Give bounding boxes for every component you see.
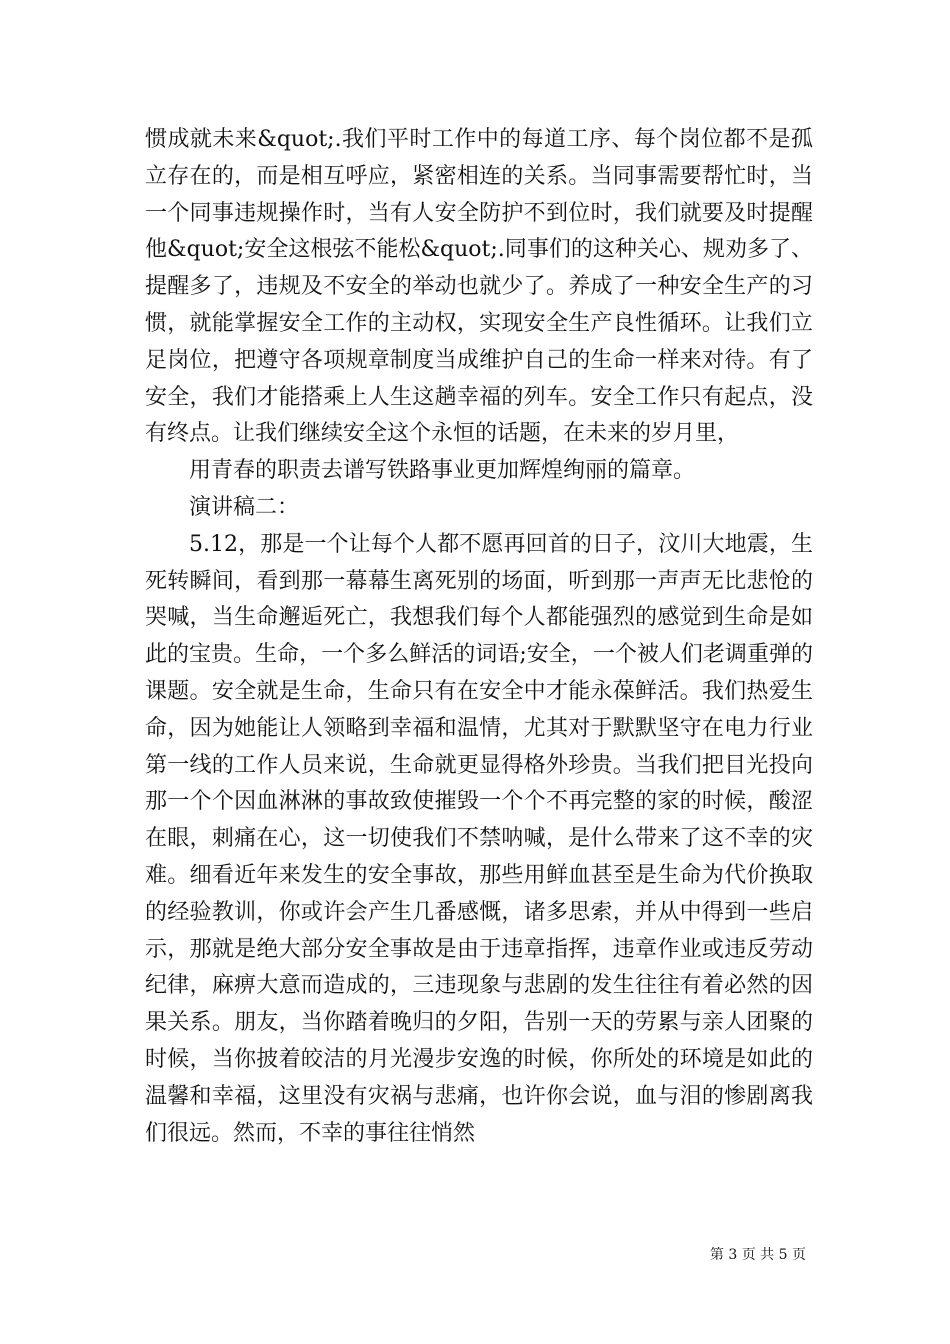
body-text xyxy=(145,122,813,1152)
page-number-footer: 第 3 页 共 5 页 xyxy=(709,1247,806,1263)
paragraph-continued: 惯成就未来&quot;.我们平时工作中的每道工序、每个岗位都不是孤立存在的，而是相互呼应，紧密相连的关系。当同事需要帮忙时，当一个同事违规操作时，当有人安全防护不到位时，我们就要及时提醒他&quot;安全这根弦不能松&quot;.同事们的这种关心、规劝多了、提醒多了，违规及不安全的举动也就少了。养成了一种安全生产的习惯，就能掌握安全工作的主动权，实现安全生产良性循环。让我们立足岗位，把遵守各项规章制度当成维护自己的生命一样来对待。有了安全，我们才能搭乘上人生这趟幸福的列车。安全工作只有起点，没有终点。让我们继续安全这个永恒的话题，在未来的岁月里， xyxy=(145,127,813,447)
paragraph-closing: 用青春的职责去谱写铁路事业更加辉煌绚丽的篇章。 xyxy=(189,458,696,484)
paragraph-speech-two-body: 5.12，那是一个让每个人都不愿再回首的日子，汶川大地震，生死转瞬间，看到那一幕幕生离死别的场面，听到那一声声无比悲怆的哭喊，当生命邂逅死亡，我想我们每个人都能强烈的感觉到生命是如此的宝贵。生命，一个多么鲜活的词语;安全，一个被人们老调重弹的课题。安全就是生命，生命只有在安全中才能永葆鲜活。我们热爱生命，因为她能让人领略到幸福和温情，尤其对于默默坚守在电力行业第一线的工作人员来说，生命就更显得格外珍贵。当我们把目光投向那一个个因血淋淋的事故致使摧毁一个个不再完整的家的时候，酸涩在眼，刺痛在心，这一切使我们不禁呐喊，是什么带来了这不幸的灾难。细看近年来发生的安全事故，那些用鲜血甚至是生命为代价换取的经验教训，你或许会产生几番感慨，诸多思索，并从中得到一些启示，那就是绝大部分安全事故是由于违章指挥，违章作业或违反劳动纪律，麻痹大意而造成的，三违现象与悲剧的发生往往有着必然的因果关系。朋友，当你踏着晚归的夕阳，告别一天的劳累与亲人团聚的时候，当你披着皎洁的月光漫步安逸的时候，你所处的环境是如此的温馨和幸福，这里没有灾祸与悲痛，也许你会说，血与泪的惨剧离我们很远。然而，不幸的事往往悄然 xyxy=(145,531,813,1146)
section-heading-speech-two: 演讲稿二： xyxy=(189,494,300,520)
